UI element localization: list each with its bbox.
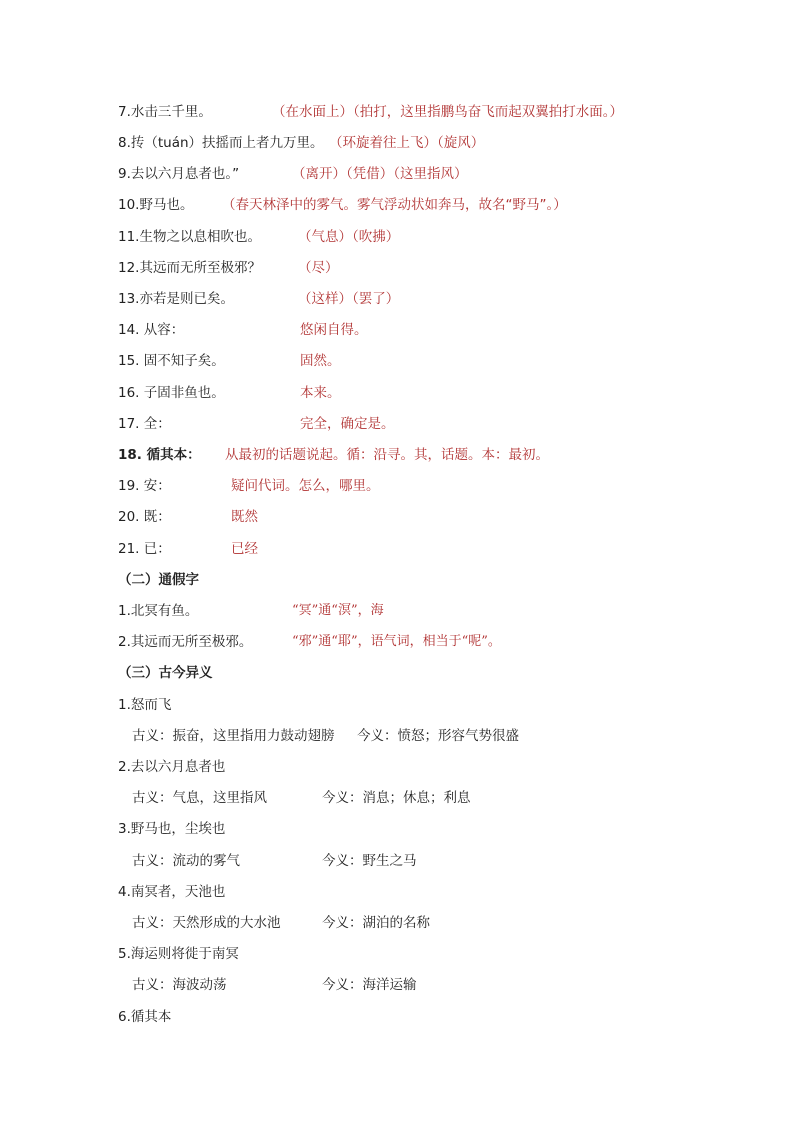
note-question: 11.生物之以息相吹也。 [118,229,261,245]
gujin-ancient: 古义：海波动荡 [132,977,227,993]
tongjiazi-explanation: “冥”通“溟”，海 [292,603,384,618]
note-answer: （环旋着往上飞）（旋风） [329,135,485,151]
tongjiazi-sentence: 1.北冥有鱼。 [118,603,199,619]
note-question: 8.抟（tuán）扶摇而上者九万里。 [118,135,324,151]
gujin-sentence: 6.循其本 [118,1009,172,1025]
note-question: 21. 已： [118,541,171,557]
note-question: 15. 固不知子矣。 [118,353,225,369]
note-answer: （在水面上）（拍打，这里指鹏鸟奋飞而起双翼拍打水面。） [272,104,623,120]
gujin-modern: 今义：愤怒；形容气势很盛 [357,728,519,744]
note-answer: 既然 [231,509,258,525]
note-question: 10.野马也。 [118,197,194,213]
note-question: 17. 全： [118,416,171,432]
note-question: 7.水击三千里。 [118,104,212,120]
note-question: 14. 从容： [118,322,185,338]
gujin-modern: 今义：海洋运输 [322,977,417,993]
gujin-sentence: 4.南冥者，天池也 [118,884,226,900]
gujin-modern: 今义：湖泊的名称 [322,915,430,931]
note-question: 13.亦若是则已矣。 [118,291,234,307]
gujin-modern: 今义：野生之马 [322,853,417,869]
note-question: 18. 循其本： [118,447,201,463]
note-question: 20. 既： [118,509,171,525]
tongjiazi-sentence: 2.其远而无所至极邪。 [118,634,253,650]
note-answer: 疑问代词。怎么，哪里。 [231,478,380,494]
tongjiazi-explanation: “邪”通“耶”，语气词，相当于“呢”。 [292,634,501,649]
note-answer: 从最初的话题说起。循：沿寻。其，话题。本：最初。 [225,447,549,463]
note-answer: （这样）（罢了） [298,291,400,307]
note-question: 19. 安： [118,478,171,494]
section-heading-text: （二）通假字 [118,572,199,588]
gujin-sentence: 2.去以六月息者也 [118,759,226,775]
gujin-ancient: 古义：振奋，这里指用力鼓动翅膀 [132,728,335,744]
note-question: 12.其远而无所至极邪？ [118,260,261,276]
gujin-sentence: 5.海运则将徙于南冥 [118,946,239,962]
note-answer: （春天林泽中的雾气。雾气浮动状如奔马，故名“野马”。） [222,197,567,213]
gujin-sentence: 3.野马也，尘埃也 [118,821,226,837]
note-question: 16. 子固非鱼也。 [118,385,225,401]
gujin-ancient: 古义：流动的雾气 [132,853,240,869]
note-question: 9.去以六月息者也。” [118,166,240,182]
note-answer: 本来。 [300,385,341,401]
note-answer: 悠闲自得。 [300,322,368,338]
note-answer: 完全，确定是。 [300,416,395,432]
gujin-sentence: 1.怒而飞 [118,697,172,713]
gujin-modern: 今义：消息；休息；利息 [322,790,471,806]
gujin-ancient: 古义：气息，这里指风 [132,790,267,806]
section-heading-text: （三）古今异义 [118,665,213,681]
note-answer: 已经 [231,541,258,557]
note-answer: （尽） [298,260,339,276]
gujin-ancient: 古义：天然形成的大水池 [132,915,281,931]
note-answer: （气息）（吹拂） [298,229,400,245]
note-answer: 固然。 [300,353,341,369]
note-answer: （离开）（凭借）（这里指风） [292,166,468,182]
